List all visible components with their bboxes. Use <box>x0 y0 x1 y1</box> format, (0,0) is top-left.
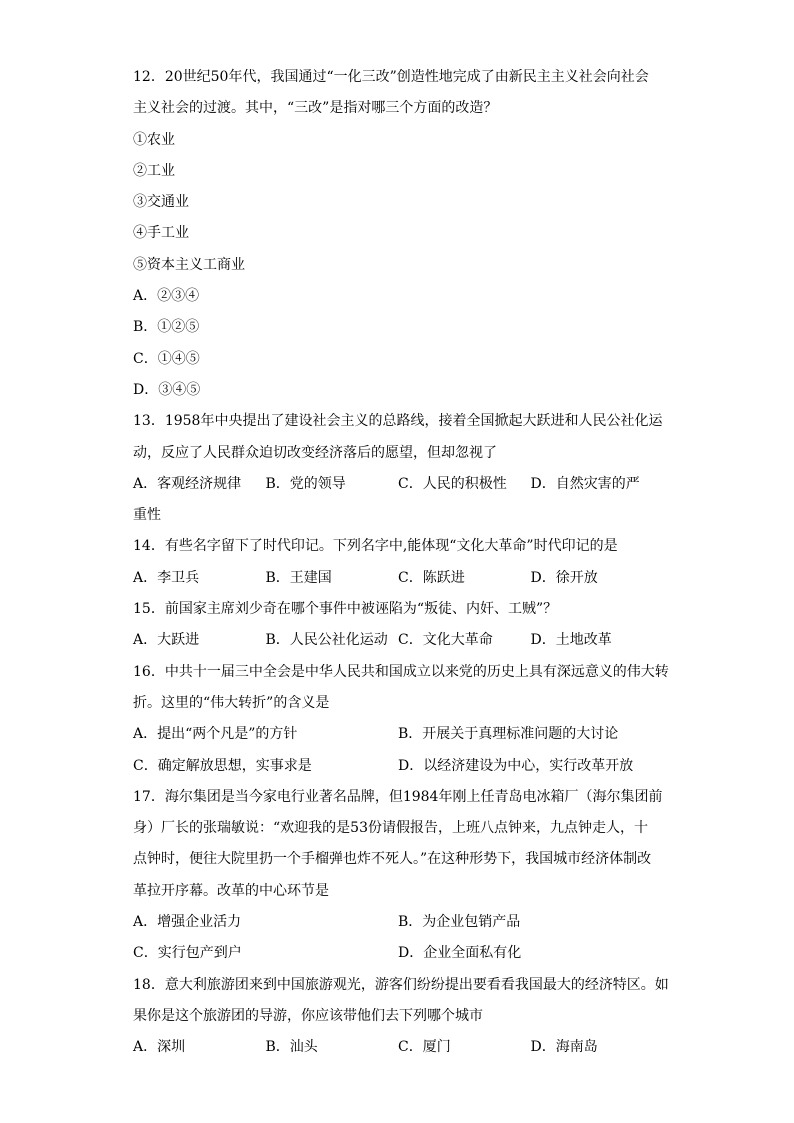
options-row <box>133 1032 663 1063</box>
option-a: A．客观经济规律 <box>133 475 242 492</box>
question-13 <box>133 406 663 531</box>
option-c: C．文化大革命 <box>398 632 493 649</box>
options-row <box>133 469 663 500</box>
option-continuation: 重性 <box>133 507 161 524</box>
option-b: B．党的领导 <box>265 475 346 492</box>
option-a: A．②③④ <box>133 288 200 305</box>
question-16 <box>133 657 669 782</box>
question-stem: 革拉开序幕。改革的中心环节是 <box>133 882 329 899</box>
question-stem: 14．有些名字留下了时代印记。下列名字中,能体现“文化大革命”时代印记的是 <box>133 538 618 555</box>
option-d: D．徐开放 <box>530 569 598 586</box>
option-d: D．③④⑤ <box>133 381 201 398</box>
statement-item: ③交通业 <box>133 194 189 211</box>
option-d: D．土地改革 <box>530 632 612 649</box>
option-a: A．李卫兵 <box>133 569 200 586</box>
question-stem: 13．1958年中央提出了建设社会主义的总路线，接着全国掀起大跃进和人民公社化运 <box>133 413 663 430</box>
question-stem: 果你是这个旅游团的导游，你应该带他们去下列哪个城市 <box>133 1007 483 1024</box>
option-c: C．确定解放思想，实事求是 <box>133 757 312 774</box>
statement-item: ⑤资本主义工商业 <box>133 256 245 273</box>
options-row <box>133 938 663 969</box>
option-b: B．为企业包销产品 <box>398 914 521 931</box>
options-row <box>133 563 663 594</box>
option-c: C．人民的积极性 <box>398 475 507 492</box>
statement-item: ①农业 <box>133 131 175 148</box>
question-stem: 18．意大利旅游团来到中国旅游观光，游客们纷纷提出要看看我国最大的经济特区。如 <box>133 976 669 993</box>
option-c: C．①④⑤ <box>133 350 200 367</box>
option-b: B．王建国 <box>265 569 332 586</box>
question-12 <box>133 62 663 406</box>
question-15 <box>133 594 663 657</box>
option-d: D．企业全面私有化 <box>398 945 522 962</box>
statement-item: ②工业 <box>133 162 175 179</box>
option-d: D．自然灾害的严 <box>530 475 640 492</box>
question-18 <box>133 970 669 1064</box>
question-stem: 主义社会的过渡。其中，“三改”是指对哪三个方面的改造？ <box>133 100 498 117</box>
options-row <box>133 625 663 656</box>
question-stem: 折。这里的“伟大转折”的含义是 <box>133 694 330 711</box>
question-stem: 点钟时，便往大院里扔一个手榴弹也炸不死人。”在这种形势下，我国城市经济体制改 <box>133 851 652 868</box>
option-a: A．提出“两个凡是”的方针 <box>133 726 298 743</box>
question-list <box>133 62 669 1064</box>
question-stem: 身）厂长的张瑞敏说：“欢迎我的是53份请假报告，上班八点钟来，九点钟走人，十 <box>133 820 648 837</box>
option-b: B．人民公社化运动 <box>265 632 388 649</box>
options-row <box>133 751 663 782</box>
option-a: A．大跃进 <box>133 632 200 649</box>
option-a: A．深圳 <box>133 1039 186 1056</box>
option-b: B．①②⑤ <box>133 319 200 336</box>
option-c: C．陈跃进 <box>398 569 465 586</box>
question-stem: 12．20世纪50年代，我国通过“一化三改”创造性地完成了由新民主主义社会向社会 <box>133 69 649 85</box>
options-row <box>133 907 663 938</box>
question-14 <box>133 531 663 594</box>
question-stem: 15．前国家主席刘少奇在哪个事件中被诬陷为“叛徒、内奸、工贼”？ <box>133 601 558 618</box>
option-c: C．厦门 <box>398 1039 451 1056</box>
question-stem: 17．海尔集团是当今家电行业著名品牌，但1984年刚上任青岛电冰箱厂（海尔集团前 <box>133 788 663 805</box>
statement-item: ④手工业 <box>133 225 189 242</box>
option-b: B．开展关于真理标准问题的大讨论 <box>398 726 619 743</box>
option-d: D．以经济建设为中心，实行改革开放 <box>398 757 634 774</box>
options-row <box>133 719 663 750</box>
option-a: A．增强企业活力 <box>133 914 242 931</box>
question-stem: 16．中共十一届三中全会是中华人民共和国成立以来党的历史上具有深远意义的伟大转 <box>133 663 669 680</box>
option-c: C．实行包产到户 <box>133 945 242 962</box>
option-d: D．海南岛 <box>530 1039 598 1056</box>
question-17 <box>133 782 663 970</box>
question-stem: 动，反应了人民群众迫切改变经济落后的愿望，但却忽视了 <box>133 444 497 461</box>
option-b: B．汕头 <box>265 1039 318 1056</box>
